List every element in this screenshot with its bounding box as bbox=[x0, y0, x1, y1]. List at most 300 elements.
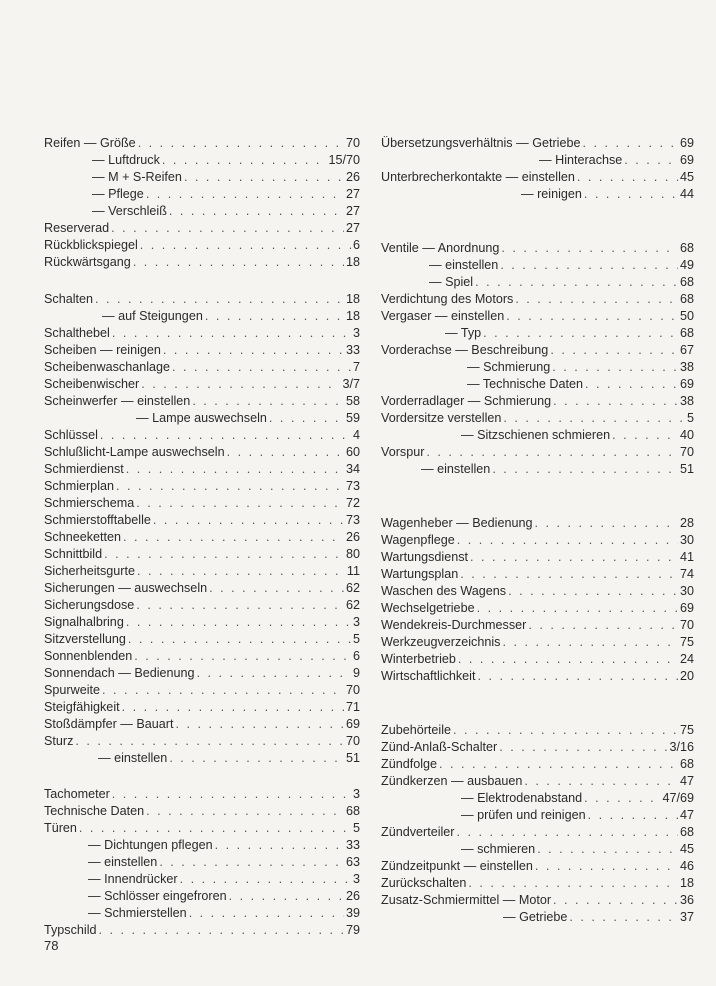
index-entry bbox=[44, 631, 360, 648]
entry-term: — einstellen bbox=[98, 751, 168, 765]
dot-leader bbox=[477, 668, 678, 685]
index-entry bbox=[44, 786, 360, 803]
index-entry bbox=[381, 668, 694, 685]
index-entry bbox=[44, 716, 360, 733]
entry-term: — Hinterachse bbox=[539, 153, 623, 167]
entry-page-ref: 70 bbox=[345, 136, 360, 150]
dot-leader bbox=[457, 532, 678, 549]
entry-page-ref: 46 bbox=[679, 859, 694, 873]
section-gap bbox=[44, 767, 360, 786]
index-entry bbox=[381, 376, 694, 393]
entry-page-ref: 18 bbox=[679, 876, 694, 890]
dot-leader bbox=[515, 291, 678, 308]
entry-page-ref: 68 bbox=[679, 757, 694, 771]
entry-term: Stoßdämpfer — Bauart bbox=[44, 717, 174, 731]
entry-page-ref: 69 bbox=[679, 377, 694, 391]
entry-term: Schmierstofftabelle bbox=[44, 513, 151, 527]
entry-term: Ventile — Anordnung bbox=[381, 241, 500, 255]
dot-leader bbox=[111, 220, 344, 237]
index-entry bbox=[44, 393, 360, 410]
index-entry bbox=[44, 803, 360, 820]
entry-page-ref: 36 bbox=[679, 893, 694, 907]
entry-term: Sonnenblenden bbox=[44, 649, 133, 663]
entry-page-ref: 39 bbox=[345, 906, 360, 920]
index-column-left bbox=[44, 135, 360, 939]
index-entry bbox=[44, 871, 360, 888]
dot-leader bbox=[584, 790, 660, 807]
index-entry bbox=[381, 186, 694, 203]
index-entry bbox=[44, 837, 360, 854]
entry-page-ref: 47 bbox=[679, 774, 694, 788]
index-entry bbox=[44, 495, 360, 512]
entry-term: Rückwärtsgang bbox=[44, 255, 131, 269]
index-entry bbox=[44, 461, 360, 478]
index-entry bbox=[44, 478, 360, 495]
dot-leader bbox=[477, 600, 678, 617]
entry-page-ref: 63 bbox=[345, 855, 360, 869]
index-entry bbox=[44, 563, 360, 580]
entry-term: — Schmierstellen bbox=[88, 906, 187, 920]
index-entry bbox=[44, 648, 360, 665]
dot-leader bbox=[197, 665, 351, 682]
section-gap bbox=[381, 685, 694, 722]
entry-term: — einstellen bbox=[88, 855, 158, 869]
entry-term: — Dichtungen pflegen bbox=[88, 838, 213, 852]
entry-term: — Schmierung bbox=[467, 360, 551, 374]
index-entry bbox=[44, 203, 360, 220]
entry-term: — schmieren bbox=[461, 842, 536, 856]
entry-term: Wartungsdienst bbox=[381, 550, 469, 564]
entry-page-ref: 62 bbox=[345, 581, 360, 595]
index-entry bbox=[381, 583, 694, 600]
entry-term: Vergaser — einstellen bbox=[381, 309, 505, 323]
dot-leader bbox=[584, 186, 678, 203]
index-entry bbox=[44, 237, 360, 254]
index-entry bbox=[381, 549, 694, 566]
entry-page-ref: 18 bbox=[345, 255, 360, 269]
dot-leader bbox=[159, 854, 344, 871]
index-entry bbox=[44, 820, 360, 837]
entry-page-ref: 71 bbox=[345, 700, 360, 714]
entry-term: — reinigen bbox=[521, 187, 582, 201]
entry-page-ref: 70 bbox=[679, 445, 694, 459]
index-entry bbox=[381, 257, 694, 274]
entry-term: Wagenpflege bbox=[381, 533, 455, 547]
dot-leader bbox=[227, 444, 344, 461]
entry-page-ref: 33 bbox=[345, 343, 360, 357]
index-entry bbox=[44, 854, 360, 871]
entry-term: Winterbetrieb bbox=[381, 652, 456, 666]
entry-page-ref: 75 bbox=[679, 635, 694, 649]
entry-term: Übersetzungsverhältnis — Getriebe bbox=[381, 136, 581, 150]
index-entry bbox=[44, 410, 360, 427]
entry-term: Rückblickspiegel bbox=[44, 238, 138, 252]
index-entry bbox=[381, 790, 694, 807]
entry-term: Scheinwerfer — einstellen bbox=[44, 394, 191, 408]
index-entry bbox=[44, 922, 360, 939]
entry-term: Vorderradlager — Schmierung bbox=[381, 394, 552, 408]
entry-term: Sonnendach — Bedienung bbox=[44, 666, 195, 680]
index-entry bbox=[381, 722, 694, 739]
dot-leader bbox=[500, 257, 678, 274]
entry-term: — Elektrodenabstand bbox=[461, 791, 583, 805]
dot-leader bbox=[133, 254, 344, 271]
entry-page-ref: 73 bbox=[345, 513, 360, 527]
entry-page-ref: 20 bbox=[679, 669, 694, 683]
entry-page-ref: 44 bbox=[679, 187, 694, 201]
index-entry bbox=[381, 427, 694, 444]
index-entry bbox=[381, 274, 694, 291]
dot-leader bbox=[552, 359, 678, 376]
index-entry bbox=[44, 512, 360, 529]
dot-leader bbox=[100, 427, 351, 444]
dot-leader bbox=[534, 515, 678, 532]
dot-leader bbox=[180, 871, 351, 888]
index-entry bbox=[44, 750, 360, 767]
dot-leader bbox=[169, 750, 344, 767]
entry-term: Zubehörteile bbox=[381, 723, 452, 737]
dot-leader bbox=[585, 376, 678, 393]
entry-term: Sturz bbox=[44, 734, 74, 748]
entry-page-ref: 15/70 bbox=[328, 153, 360, 167]
entry-term: Zünd-Anlaß-Schalter bbox=[381, 740, 498, 754]
entry-term: — Typ bbox=[445, 326, 482, 340]
dot-leader bbox=[140, 237, 351, 254]
entry-term: Schalthebel bbox=[44, 326, 110, 340]
entry-term: Vorderachse — Beschreibung bbox=[381, 343, 549, 357]
entry-page-ref: 68 bbox=[679, 326, 694, 340]
entry-term: — Getriebe bbox=[503, 910, 568, 924]
entry-term: — auf Steigungen bbox=[102, 309, 203, 323]
dot-leader bbox=[553, 892, 678, 909]
entry-term: — prüfen und reinigen bbox=[461, 808, 586, 822]
index-entry bbox=[381, 566, 694, 583]
index-entry bbox=[381, 152, 694, 169]
entry-term: Türen bbox=[44, 821, 77, 835]
entry-page-ref: 68 bbox=[679, 275, 694, 289]
dot-leader bbox=[553, 393, 678, 410]
dot-leader bbox=[569, 909, 678, 926]
entry-term: Wendekreis-Durchmesser bbox=[381, 618, 527, 632]
index-entry bbox=[381, 393, 694, 410]
section-gap bbox=[44, 271, 360, 291]
index-entry bbox=[44, 699, 360, 716]
dot-leader bbox=[146, 186, 344, 203]
index-entry bbox=[44, 665, 360, 682]
index-entry bbox=[381, 240, 694, 257]
index-entry bbox=[44, 254, 360, 271]
entry-page-ref: 3 bbox=[352, 615, 360, 629]
entry-page-ref: 6 bbox=[352, 649, 360, 663]
entry-page-ref: 26 bbox=[345, 530, 360, 544]
entry-page-ref: 28 bbox=[679, 516, 694, 530]
entry-page-ref: 68 bbox=[679, 292, 694, 306]
entry-page-ref: 27 bbox=[345, 204, 360, 218]
index-entry bbox=[44, 546, 360, 563]
dot-leader bbox=[136, 597, 344, 614]
entry-term: — Lampe auswechseln bbox=[136, 411, 267, 425]
dot-leader bbox=[528, 617, 678, 634]
index-entry bbox=[381, 325, 694, 342]
section-gap bbox=[381, 478, 694, 515]
entry-page-ref: 72 bbox=[345, 496, 360, 510]
entry-page-ref: 68 bbox=[345, 804, 360, 818]
entry-term: — Technische Daten bbox=[467, 377, 583, 391]
entry-page-ref: 67 bbox=[679, 343, 694, 357]
dot-leader bbox=[453, 722, 678, 739]
index-entry bbox=[44, 186, 360, 203]
entry-page-ref: 37 bbox=[679, 910, 694, 924]
dot-leader bbox=[75, 733, 344, 750]
entry-term: Schlußlicht-Lampe auswechseln bbox=[44, 445, 225, 459]
entry-page-ref: 30 bbox=[679, 584, 694, 598]
dot-leader bbox=[192, 393, 344, 410]
entry-term: Technische Daten bbox=[44, 804, 145, 818]
entry-page-ref: 50 bbox=[679, 309, 694, 323]
entry-term: Zündfolge bbox=[381, 757, 438, 771]
dot-leader bbox=[524, 773, 678, 790]
index-entry bbox=[381, 461, 694, 478]
index-entry bbox=[44, 220, 360, 237]
index-entry bbox=[381, 359, 694, 376]
index-entry bbox=[44, 614, 360, 631]
index-entry bbox=[381, 634, 694, 651]
dot-leader bbox=[162, 152, 327, 169]
entry-term: Schnittbild bbox=[44, 547, 103, 561]
entry-page-ref: 34 bbox=[345, 462, 360, 476]
entry-page-ref: 62 bbox=[345, 598, 360, 612]
index-entry bbox=[44, 529, 360, 546]
index-entry bbox=[381, 651, 694, 668]
index-entry bbox=[44, 325, 360, 342]
entry-page-ref: 59 bbox=[345, 411, 360, 425]
entry-page-ref: 27 bbox=[345, 187, 360, 201]
dot-leader bbox=[470, 549, 678, 566]
index-entry bbox=[44, 597, 360, 614]
entry-term: Sicherheitsgurte bbox=[44, 564, 136, 578]
entry-page-ref: 51 bbox=[345, 751, 360, 765]
entry-page-ref: 69 bbox=[679, 153, 694, 167]
index-entry bbox=[381, 515, 694, 532]
entry-term: Reifen — Größe bbox=[44, 136, 136, 150]
entry-term: Tachometer bbox=[44, 787, 110, 801]
entry-page-ref: 26 bbox=[345, 889, 360, 903]
entry-term: Scheibenwaschanlage bbox=[44, 360, 171, 374]
entry-page-ref: 3 bbox=[352, 872, 360, 886]
entry-page-ref: 11 bbox=[346, 564, 360, 578]
entry-page-ref: 69 bbox=[345, 717, 360, 731]
entry-page-ref: 70 bbox=[345, 734, 360, 748]
dot-leader bbox=[508, 583, 678, 600]
entry-page-ref: 5 bbox=[686, 411, 694, 425]
entry-term: — Schlösser eingefroren bbox=[88, 889, 227, 903]
entry-term: — M + S-Reifen bbox=[92, 170, 182, 184]
entry-page-ref: 38 bbox=[679, 394, 694, 408]
index-entry bbox=[381, 858, 694, 875]
entry-term: — Verschleiß bbox=[92, 204, 167, 218]
entry-page-ref: 58 bbox=[345, 394, 360, 408]
index-entry bbox=[381, 892, 694, 909]
entry-page-ref: 6 bbox=[352, 238, 360, 252]
dot-leader bbox=[229, 888, 344, 905]
index-entry bbox=[44, 376, 360, 393]
entry-page-ref: 9 bbox=[352, 666, 360, 680]
dot-leader bbox=[134, 648, 351, 665]
dot-leader bbox=[506, 308, 678, 325]
index-entry bbox=[44, 291, 360, 308]
dot-leader bbox=[112, 325, 351, 342]
entry-page-ref: 27 bbox=[345, 221, 360, 235]
dot-leader bbox=[215, 837, 344, 854]
entry-page-ref: 70 bbox=[345, 683, 360, 697]
dot-leader bbox=[624, 152, 678, 169]
entry-term: Sitzverstellung bbox=[44, 632, 126, 646]
index-entry bbox=[381, 342, 694, 359]
dot-leader bbox=[79, 820, 351, 837]
dot-leader bbox=[535, 858, 678, 875]
entry-term: Vordersitze verstellen bbox=[381, 411, 502, 425]
entry-page-ref: 4 bbox=[352, 428, 360, 442]
entry-term: Unterbrecherkontakte — einstellen bbox=[381, 170, 575, 184]
dot-leader bbox=[169, 203, 344, 220]
entry-page-ref: 41 bbox=[679, 550, 694, 564]
entry-term: Schlüssel bbox=[44, 428, 98, 442]
entry-term: Schneeketten bbox=[44, 530, 122, 544]
index-entry bbox=[44, 359, 360, 376]
entry-page-ref: 49 bbox=[679, 258, 694, 272]
dot-leader bbox=[502, 634, 678, 651]
entry-page-ref: 51 bbox=[679, 462, 694, 476]
index-entry bbox=[381, 617, 694, 634]
dot-leader bbox=[457, 824, 678, 841]
index-entry bbox=[381, 308, 694, 325]
index-entry bbox=[44, 444, 360, 461]
entry-term: Wechselgetriebe bbox=[381, 601, 475, 615]
entry-page-ref: 18 bbox=[345, 309, 360, 323]
entry-term: Zurückschalten bbox=[381, 876, 467, 890]
index-entry bbox=[44, 427, 360, 444]
dot-leader bbox=[163, 342, 344, 359]
entry-term: Schmierschema bbox=[44, 496, 135, 510]
dot-leader bbox=[503, 410, 685, 427]
entry-term: Schalten bbox=[44, 292, 94, 306]
dot-leader bbox=[153, 512, 344, 529]
dot-leader bbox=[126, 614, 351, 631]
entry-term: Vorspur bbox=[381, 445, 425, 459]
dot-leader bbox=[141, 376, 340, 393]
dot-leader bbox=[184, 169, 344, 186]
dot-leader bbox=[426, 444, 678, 461]
entry-term: Signalhalbring bbox=[44, 615, 124, 629]
entry-term: — Sitzschienen schmieren bbox=[461, 428, 611, 442]
entry-term: Scheiben — reinigen bbox=[44, 343, 161, 357]
index-entry bbox=[381, 807, 694, 824]
index-entry bbox=[381, 841, 694, 858]
entry-term: Schmierdienst bbox=[44, 462, 124, 476]
entry-page-ref: 68 bbox=[679, 241, 694, 255]
entry-page-ref: 18 bbox=[345, 292, 360, 306]
entry-page-ref: 47/69 bbox=[662, 791, 694, 805]
index-entry bbox=[381, 875, 694, 892]
dot-leader bbox=[102, 682, 344, 699]
index-entry bbox=[381, 444, 694, 461]
entry-term: — Innendrücker bbox=[88, 872, 178, 886]
index-entry bbox=[381, 756, 694, 773]
dot-leader bbox=[499, 739, 667, 756]
dot-leader bbox=[137, 563, 345, 580]
index-entry bbox=[44, 733, 360, 750]
entry-term: Waschen des Wagens bbox=[381, 584, 507, 598]
dot-leader bbox=[468, 875, 678, 892]
dot-leader bbox=[537, 841, 678, 858]
index-entry bbox=[381, 532, 694, 549]
entry-page-ref: 3/7 bbox=[342, 377, 360, 391]
dot-leader bbox=[99, 922, 344, 939]
entry-term: Sicherungen — auswechseln bbox=[44, 581, 208, 595]
index-entry bbox=[44, 682, 360, 699]
dot-leader bbox=[176, 716, 344, 733]
dot-leader bbox=[577, 169, 678, 186]
index-entry bbox=[381, 824, 694, 841]
entry-page-ref: 75 bbox=[679, 723, 694, 737]
index-column-right bbox=[381, 135, 694, 926]
entry-page-ref: 3 bbox=[352, 787, 360, 801]
index-entry bbox=[44, 580, 360, 597]
entry-page-ref: 69 bbox=[679, 136, 694, 150]
entry-term: — einstellen bbox=[421, 462, 491, 476]
dot-leader bbox=[458, 651, 678, 668]
dot-leader bbox=[128, 631, 351, 648]
index-entry bbox=[44, 169, 360, 186]
dot-leader bbox=[138, 135, 344, 152]
index-entry bbox=[44, 135, 360, 152]
dot-leader bbox=[136, 495, 344, 512]
index-entry bbox=[44, 905, 360, 922]
entry-term: Werkzeugverzeichnis bbox=[381, 635, 501, 649]
entry-page-ref: 24 bbox=[679, 652, 694, 666]
entry-term: Spurweite bbox=[44, 683, 101, 697]
page-number: 78 bbox=[44, 938, 59, 953]
entry-term: — Pflege bbox=[92, 187, 144, 201]
dot-leader bbox=[460, 566, 678, 583]
dot-leader bbox=[501, 240, 678, 257]
entry-page-ref: 3 bbox=[352, 326, 360, 340]
index-entry bbox=[381, 773, 694, 790]
dot-leader bbox=[269, 410, 344, 427]
entry-page-ref: 68 bbox=[679, 825, 694, 839]
entry-term: — Luftdruck bbox=[92, 153, 160, 167]
entry-page-ref: 45 bbox=[679, 842, 694, 856]
index-entry bbox=[381, 909, 694, 926]
index-entry bbox=[44, 152, 360, 169]
entry-page-ref: 26 bbox=[345, 170, 360, 184]
dot-leader bbox=[146, 803, 344, 820]
entry-term: — einstellen bbox=[429, 258, 499, 272]
dot-leader bbox=[112, 786, 351, 803]
entry-page-ref: 74 bbox=[679, 567, 694, 581]
entry-page-ref: 69 bbox=[679, 601, 694, 615]
dot-leader bbox=[439, 756, 678, 773]
entry-term: Wirtschaftlichkeit bbox=[381, 669, 476, 683]
entry-page-ref: 7 bbox=[352, 360, 360, 374]
index-entry bbox=[44, 308, 360, 325]
entry-page-ref: 60 bbox=[345, 445, 360, 459]
entry-term: Zündverteiler bbox=[381, 825, 455, 839]
dot-leader bbox=[104, 546, 344, 563]
entry-page-ref: 3/16 bbox=[669, 740, 694, 754]
entry-page-ref: 5 bbox=[352, 632, 360, 646]
entry-term: Verdichtung des Motors bbox=[381, 292, 514, 306]
